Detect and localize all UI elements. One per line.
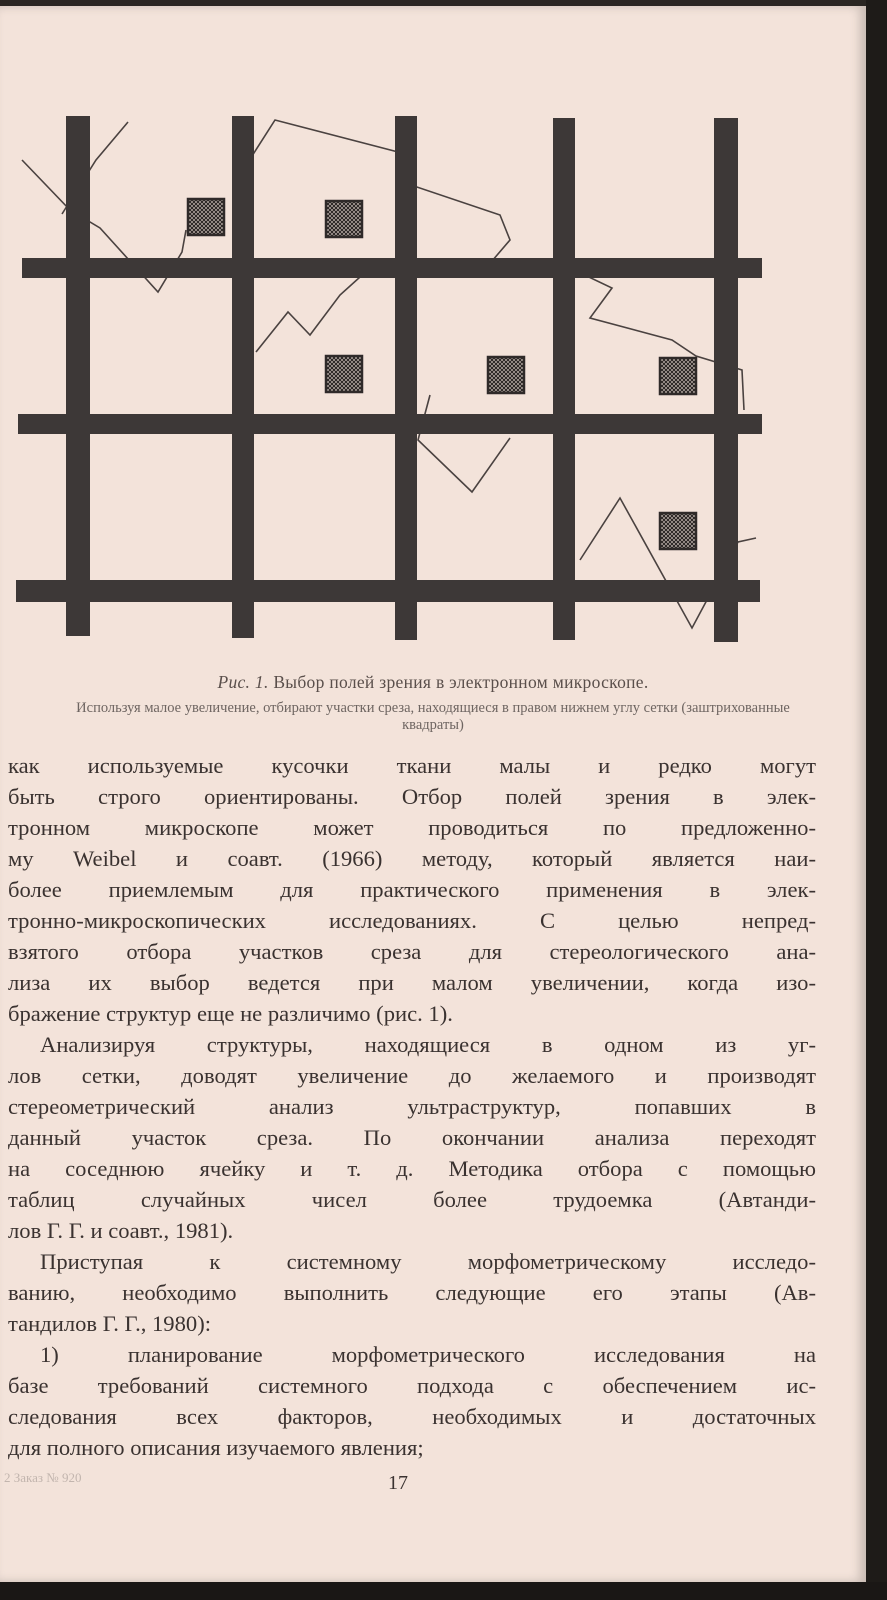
- text-line: лиза их выбор ведется при малом увеличении, когда изо-: [8, 970, 816, 995]
- figure-caption-title: Выбор полей зрения в электронном микроскопе.: [273, 672, 649, 692]
- grid-vertical-2: [232, 116, 254, 638]
- grid-horizontal-2: [18, 414, 762, 434]
- text-line: ванию, необходимо выполнить следующие его этапы (Ав-: [8, 1280, 816, 1305]
- hatched-square: [326, 201, 362, 237]
- text-line: тронном микроскопе может проводиться по предложенно-: [8, 815, 816, 840]
- figure-caption-note: Используя малое увеличение, отбирают участки среза, находящиеся в правом нижнем углу сетки (заштрихованные квадраты): [76, 700, 790, 733]
- text-line: для полного описания изучаемого явления;: [8, 1435, 424, 1460]
- text-line: взятого отбора участков среза для стереологического ана-: [8, 939, 816, 964]
- section-outline-lower: [418, 395, 510, 492]
- hatched-square: [188, 199, 224, 235]
- text-line: следования всех факторов, необходимых и достаточных: [8, 1404, 816, 1429]
- page-bottom-shadow: [0, 1582, 887, 1600]
- hatched-square: [488, 357, 524, 393]
- figure-caption-label: Рис. 1.: [217, 672, 269, 692]
- text-line: как используемые кусочки ткани малы и редко могут: [8, 753, 816, 778]
- grid-vertical-4: [553, 118, 575, 640]
- hatched-square: [660, 513, 696, 549]
- hatched-square: [660, 358, 696, 394]
- grid-vertical-3: [395, 116, 417, 640]
- text-line: Приступая к системному морфометрическому исследо-: [40, 1249, 816, 1274]
- text-line: на соседнюю ячейку и т. д. Методика отбора с помощью: [8, 1156, 816, 1181]
- body-text: [8, 750, 816, 1463]
- text-line: тандилов Г. Г., 1980):: [8, 1311, 212, 1336]
- text-line: лов Г. Г. и соавт., 1981).: [8, 1218, 234, 1243]
- text-line: 1) планирование морфометрического исследования на: [40, 1342, 816, 1367]
- text-line: лов сетки, доводят увеличение до желаемого и производят: [8, 1063, 816, 1088]
- text-line: таблиц случайных чисел более трудоемка (Автанди-: [8, 1187, 816, 1212]
- grid-horizontal-3: [16, 580, 760, 602]
- grid-vertical-5: [714, 118, 738, 642]
- text-line: му Weibel и соавт. (1966) методу, который является наи-: [8, 846, 816, 871]
- figure-caption: [0, 672, 866, 693]
- grid-horizontal-1: [22, 258, 762, 278]
- section-outline-inner: [256, 268, 370, 352]
- page-number: 17: [388, 1472, 408, 1494]
- text-line: более приемлемым для практического применения в элек-: [8, 877, 816, 902]
- printer-signature: 2 Заказ № 920: [4, 1470, 82, 1485]
- text-line: данный участок среза. По окончании анализа переходят: [8, 1125, 816, 1150]
- figure-grid-diagram: [0, 0, 887, 660]
- text-line: стереометрический анализ ультраструктур, попавших в: [8, 1094, 816, 1119]
- grid-vertical-1: [66, 116, 90, 636]
- text-line: Анализируя структуры, находящиеся в одном из уг-: [40, 1032, 816, 1057]
- text-line: быть строго ориентированы. Отбор полей зрения в элек-: [8, 784, 816, 809]
- text-line: бражение структур еще не различимо (рис. 1).: [8, 1001, 453, 1026]
- hatched-square: [326, 356, 362, 392]
- text-line: базе требований системного подхода с обеспечением ис-: [8, 1373, 816, 1398]
- text-line: тронно-микроскопических исследованиях. С целью непред-: [8, 908, 816, 933]
